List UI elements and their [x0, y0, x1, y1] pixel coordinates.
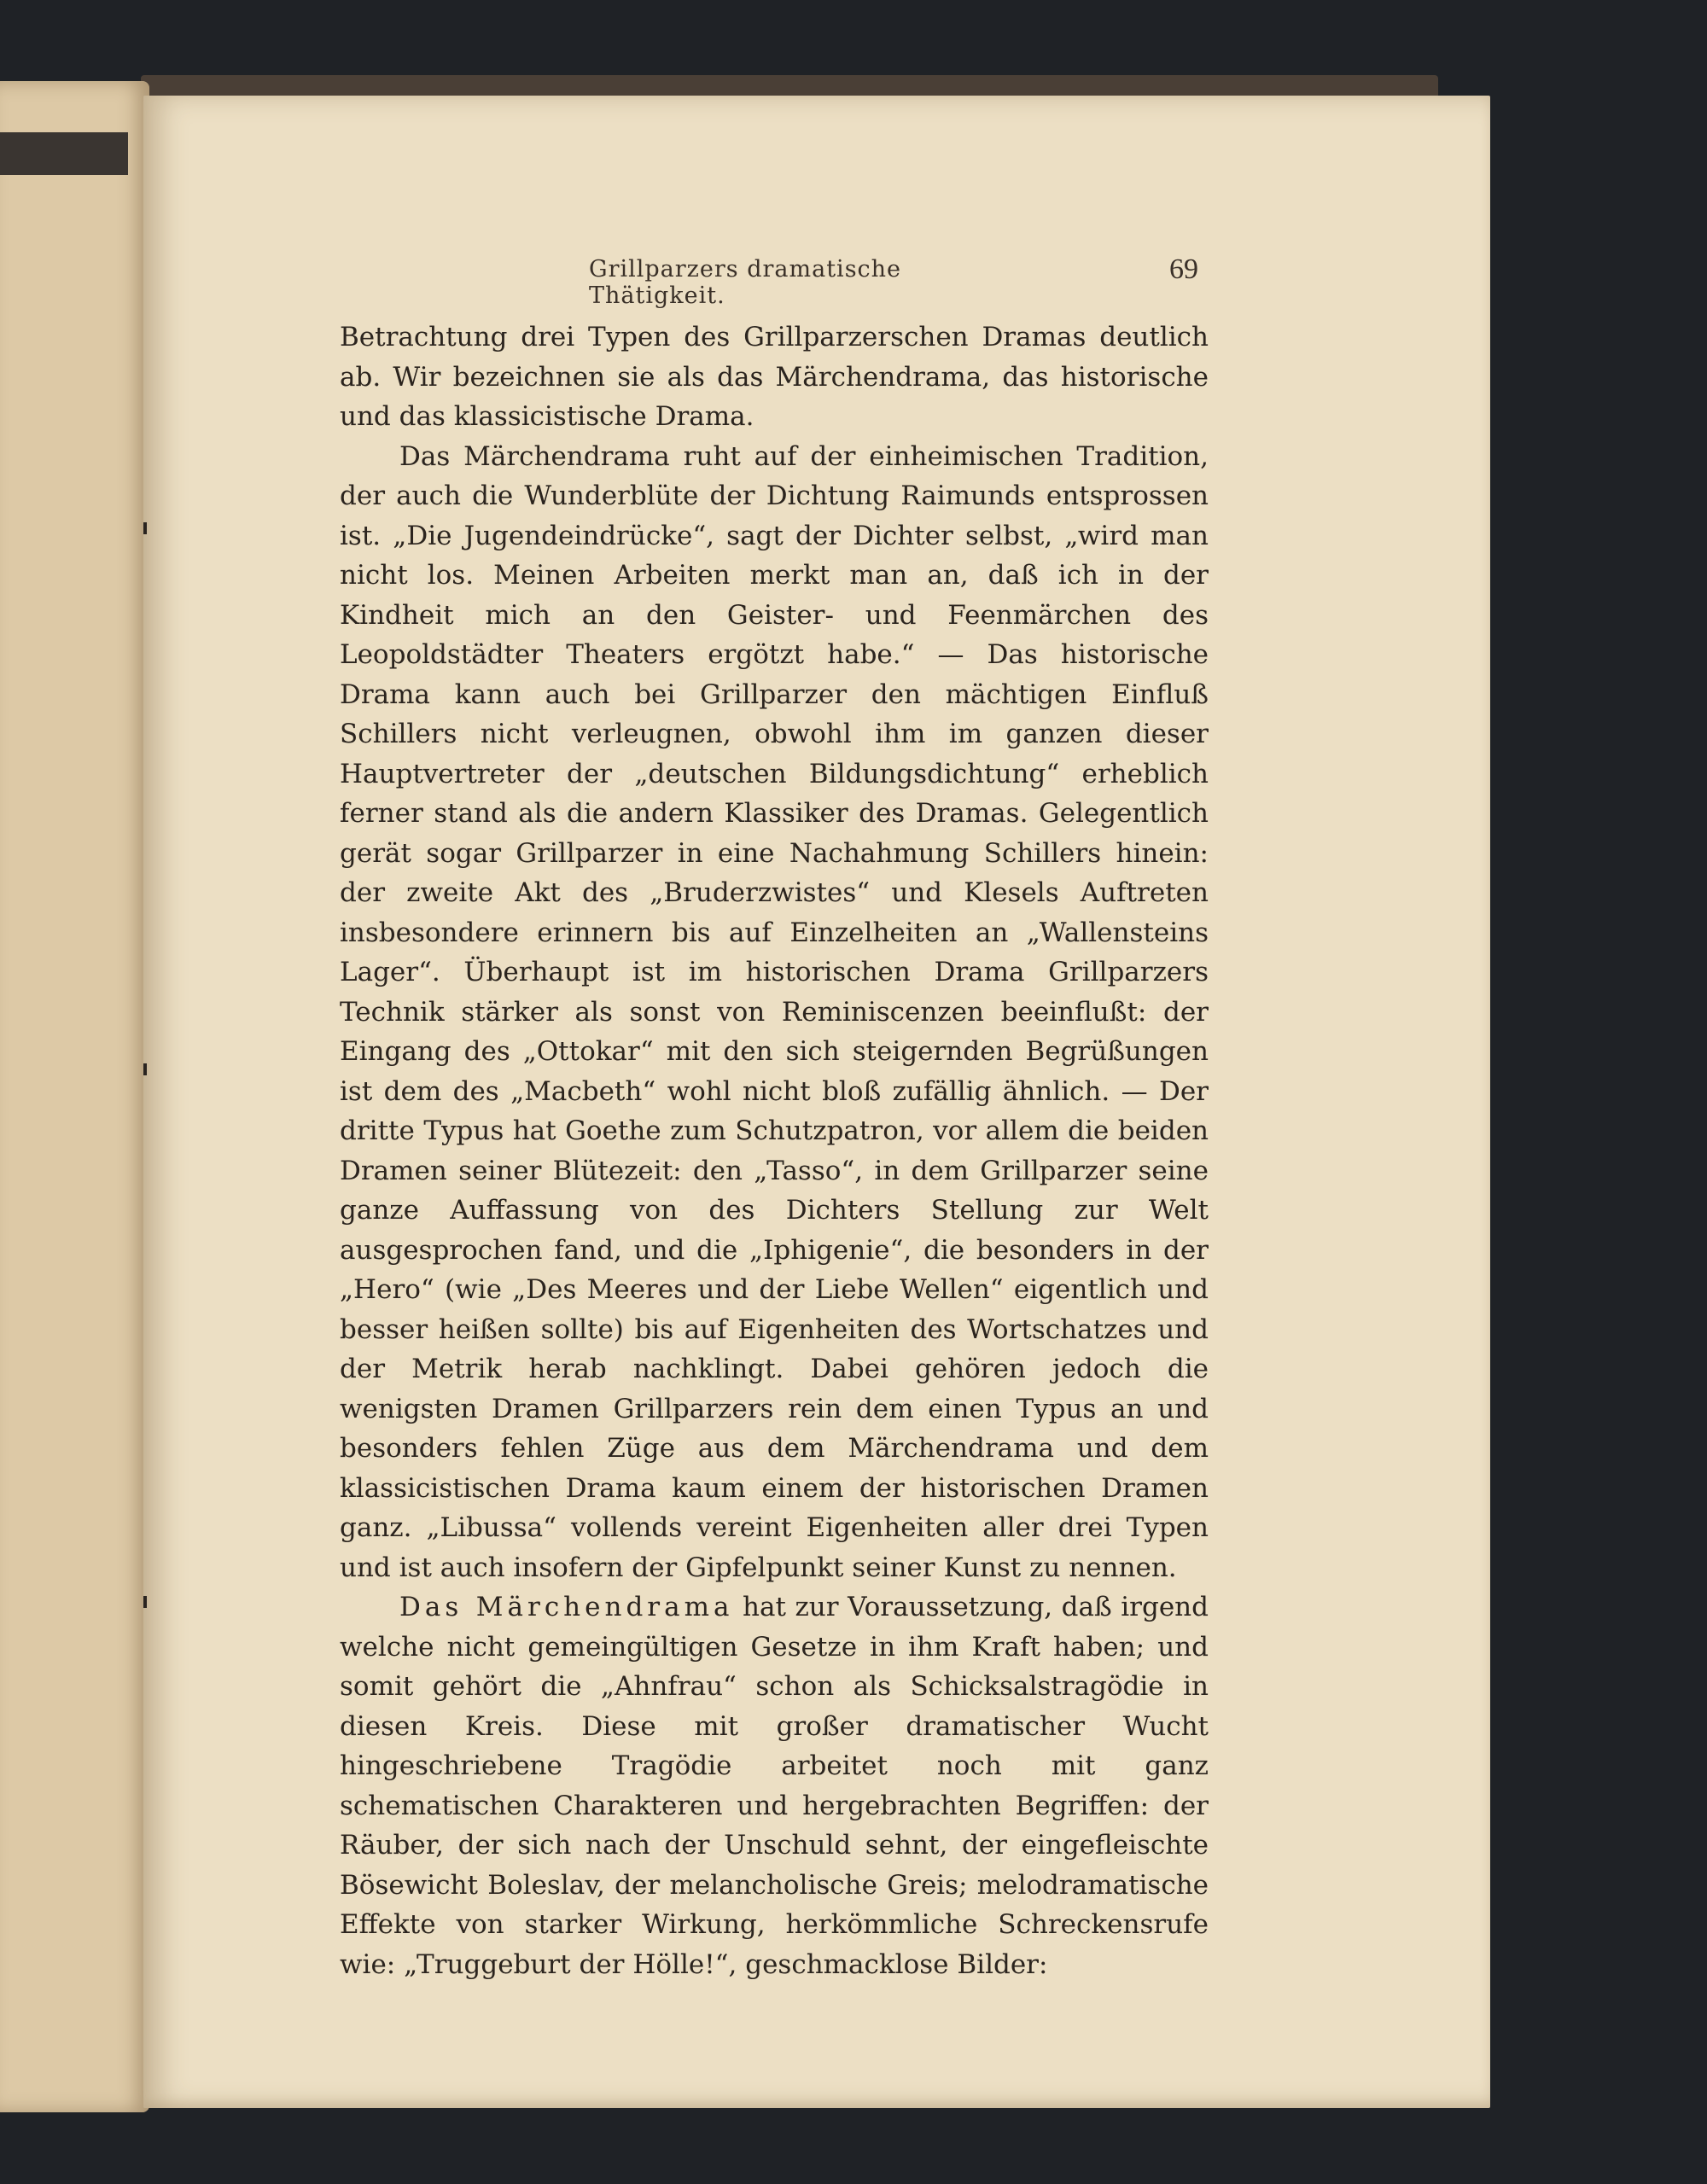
paragraph-2: Das Märchendrama ruht auf der einheimischen Tradition, der auch die Wunderblüte der Dichtung Raimunds entsprossen ist. „Die Jugendeindrücke“, sagt der Dichter selbst, „wird man nicht los. Meinen Arbeiten merkt man an, daß ich in der Kindheit mich an den Geister- und Feenmärchen des Leopoldstädter Theaters ergötzt habe.“ — Das historische Drama kann auch bei Grillparzer den mächtigen Einfluß Schillers nicht verleugnen, obwohl ihm im ganzen dieser Hauptvertreter der „deutschen Bildungsdichtung“ erheblich ferner stand als die andern Klassiker des Dramas. Gelegentlich gerät sogar Grillparzer in eine Nachahmung Schillers hinein: der zweite Akt des „Bruderzwistes“ und Klesels Auftreten insbesondere erinnern bis auf Einzelheiten an „Wallensteins Lager“. Überhaupt ist im historischen Drama Grillparzers Technik stärker als sonst von Reminiscenzen beeinflußt: der Eingang des „Ottokar“ mit den sich steigernden Begrüßungen ist dem des „Macbeth“ wohl nicht bloß zufällig ähnlich. — Der dritte Typus hat Goethe zum Schutzpatron, vor allem die beiden Dramen seiner Blütezeit: den „Tasso“, in dem Grillparzer seine ganze Auffassung von des Dichters Stellung zur Welt ausgesprochen fand, und die „Iphigenie“, die besonders in der „Hero“ (wie „Des Meeres und der Liebe Wellen“ eigentlich und besser heißen sollte) bis auf Eigenheiten des Wortschatzes und der Metrik herab nachklingt. Dabei gehören jedoch die wenigsten Dramen Grillparzers rein dem einen Typus an und besonders fehlen Züge aus dem Märchendrama und dem klassicistischen Drama kaum einem der historischen Dramen ganz. „Libussa“ vollends vereint Eigenheiten aller drei Typen und ist auch insofern der Gipfelpunkt seiner Kunst zu nennen.: [340, 440, 1209, 1583]
paragraph-3: [340, 1587, 1209, 1984]
page-number: 69: [1169, 253, 1198, 285]
paragraph-1: Betrachtung drei Typen des Grillparzerschen Dramas deutlich ab. Wir bezeichnen sie als das Märchendrama, das historische und das klassicistische Drama.: [340, 322, 1209, 432]
paragraph-3-text: hat zur Voraussetzung, daß irgend welche nicht gemeingültigen Gesetze in ihm Kraft haben; und somit gehört die „Ahnfrau“ schon als Schicksalstragödie in diesen Kreis. Diese mit großer dramatischer Wucht hingeschriebene Tragödie arbeitet noch mit ganz schematischen Charakteren und hergebrachten Begriffen: der Räuber, der sich nach der Unschuld sehnt, der eingefleischte Bösewicht Boleslav, der melancholische Greis; melodramatische Effekte von starker Wirkung, herkömmliche Schreckensrufe wie: „Truggeburt der Hölle!“, geschmacklose Bilder:: [340, 1592, 1209, 1980]
left-page-edge: [0, 81, 149, 2112]
body-text: [340, 317, 1209, 1984]
left-cover-board: [0, 132, 128, 175]
margin-mark: [143, 1596, 147, 1608]
spaced-emphasis: Das Märchendrama: [399, 1592, 734, 1622]
margin-mark: [143, 1063, 147, 1075]
running-head: Grillparzers dramatische Thätigkeit.: [589, 256, 902, 309]
margin-mark: [143, 522, 147, 534]
